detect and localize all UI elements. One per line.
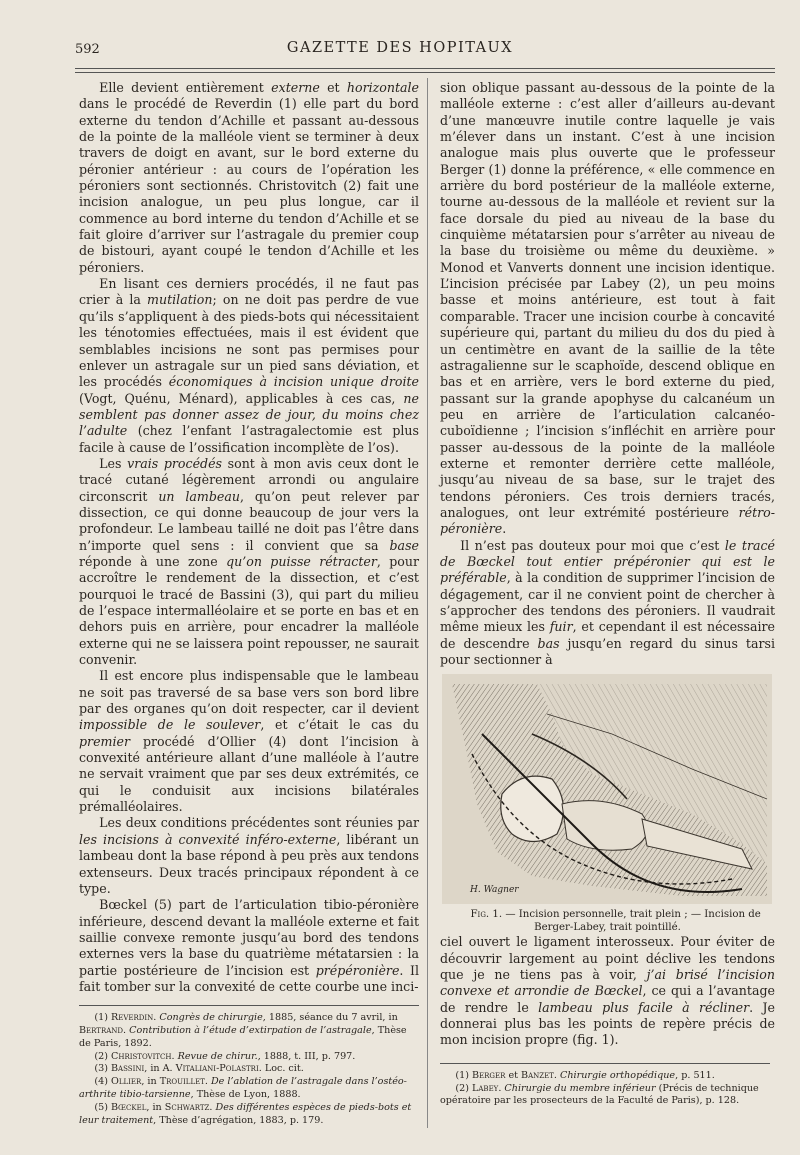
footnote: (3) Bassini, in A. Vitaliani-Polastri. Loc. cit. — [94, 1063, 304, 1075]
foot-illustration — [442, 674, 772, 904]
paragraph: Il est encore plus indispensable que le lambeau ne soit pas traversé de sa base vers son bord libre par des organes qu’on doit respecter, car il devient impossible de le soulever, et c’était le cas du premier procédé d’Ollier (4) dont l’incision à convexité antérieure allant d’une malléole à l’autre ne servait vraiment que par ses deux extrémités, ce qui le conduisit aux incisions bilatérales prémalléolaires. — [79, 668, 419, 815]
footnote: (5) Bœckel, in Schwartz. Des différentes espèces de pieds-bots et leur traitement, Thèse d’agrégation, 1883, p. 179. — [79, 1101, 412, 1126]
header-rule — [75, 68, 775, 69]
footnote: (1) Reverdin. Congrès de chirurgie, 1885, séance du 7 avril, in Bertrand. Contribution à l’étude d’extirpation de l’astragale, Thèse de Paris, 1892. — [79, 1012, 407, 1049]
running-title: GAZETTE DES HOPITAUX — [286, 40, 514, 56]
left-column — [79, 80, 419, 1127]
footnote: (4) Ollier, in Trouillet. De l’ablation de l’astragale dans l’ostéo-arthrite tibio-tarsienne, Thèse de Lyon, 1888. — [79, 1076, 407, 1101]
paragraph: Elle devient entièrement externe et horizontale dans le procédé de Reverdin (1) elle part du bord externe du tendon d’Achille et passant au-dessous de la pointe de la malléole vient se terminer à deux travers de doigt en avant, sur le bord externe du péronier antérieur : au cours de l’opération les péroniers sont sectionnés. Christovitch (2) fait une incision analogue, un peu plus longue, car il commence au bord interne du tendon d’Achille et se fait gloire d’arriver sur l’astragale du premier coup de bistouri, ayant coupé le tendon d’Achille et les péroniers. — [79, 80, 419, 275]
page-number: 592 — [75, 42, 100, 57]
header-rule-2 — [75, 72, 775, 73]
paragraph: ciel ouvert le ligament interosseux. Pour éviter de découvrir largement au point déclive les tendons que je ne tiens pas à voir, j’ai brisé l’incision convexe et arrondie de Bœckel, ce qui a l’avantage de rendre le lambeau plus facile à récliner. Je donnerai plus bas les points de repère précis de mon incision propre (fig. 1). — [440, 934, 775, 1048]
paragraph: Bœckel (5) part de l’articulation tibio-péronière inférieure, descend devant la malléole externe et fait saillie convexe remonte jusqu’au bord des tendons externes vers la base du quatrième métatarsien : la partie postérieure de l’incision est prépéronière. Il fait tomber sur la convexité de cette courbe une inci- — [79, 897, 419, 994]
footnote-rule — [79, 1005, 419, 1006]
paragraph: En lisant ces derniers procédés, il ne faut pas crier à la mutilation; on ne doit pas perdre de vue qu’ils s’appliquent à des pieds-bots qui nécessitaient les ténotomies effectuées, mais il est évident que semblables incisions ne sont pas permises pour enlever un astragale sur un pied sans déviation, et les procédés économiques à incision unique droite (Vogt, Quénu, Ménard), applicables à ces cas, ne semblent pas donner assez de jour, du moins chez l’adulte (chez l’enfant l’astragalectomie est plus facile à cause de l’ossification incomplète de l’os). — [79, 276, 419, 455]
foot-engraving — [442, 674, 772, 904]
column-divider — [427, 78, 428, 1128]
footnote: (2) Christovitch. Revue de chirur., 1888, t. III, p. 797. — [94, 1050, 356, 1062]
engraver-signature: H. Wagner — [470, 885, 519, 896]
figure-caption: Fig. 1. — Incision personnelle, trait plein ; — Incision de Berger-Labey, trait pointillé. — [470, 909, 761, 934]
paragraph: Les deux conditions précédentes sont réunies par les incisions à convexité inféro-externe, libérant un lambeau dont la base répond à peu près aux tendons extenseurs. Deux tracés principaux répondent à ce type. — [79, 815, 419, 896]
right-column — [440, 80, 775, 1108]
footnote-rule — [440, 1063, 770, 1064]
footnote: (1) Berger et Banzet. Chirurgie orthopédique, p. 511. — [455, 1069, 715, 1081]
paragraph: Les vrais procédés sont à mon avis ceux dont le tracé cutané légèrement arrondi ou angulaire circonscrit un lambeau, qu’on peut relever par dissection, ce qui donne beaucoup de jour vers la profondeur. Le lambeau taillé ne doit pas l’être dans n’importe quel sens : il convient que sa base réponde à une zone qu’on puisse rétracter, pour accroître le rendement de la dissection, et c’est pourquoi le tracé de Bassini (3), qui part du milieu de l’espace intermalléolaire et se porte en bas et en dehors puis en arrière, pour encadrer la malléole externe qui ne se laissera point repousser, ne saurait convenir. — [79, 455, 419, 668]
paragraph: Il n’est pas douteux pour moi que c’est le tracé de Bœckel tout entier prépéronier qui est le préférable, à la condition de supprimer l’incision de dégagement, car il ne convient point de chercher à s’approcher des tendons des péroniers. Il vaudrait même mieux les fuir, et cependant il est nécessaire de descendre bas jusqu’en regard du sinus tarsi pour sectionner à — [440, 537, 775, 668]
footnote: (2) Labey. Chirurgie du membre inférieur (Précis de technique opératoire par les prosecteurs de la Faculté de Paris), p. 128. — [440, 1082, 759, 1107]
paragraph: sion oblique passant au-dessous de la pointe de la malléole externe : c’est aller d’ailleurs au-devant d’une manœuvre inutile contre laquelle je vais m’élever dans un instant. C’est à une incision analogue mais plus ouverte que le professeur Berger (1) donne la préférence, « elle commence en arrière du bord postérieur de la malléole externe, tourne au-dessous de la malléole et revient sur la face dorsale du pied au niveau de la base du cinquième métatarsien pour s’arrêter au niveau de la base du troisième ou même du deuxième. » Monod et Vanverts donnent une incision identique. L’incision précisée par Labey (2), un peu moins basse et moins antérieure, est tout à fait comparable. Tracer une incision courbe à concavité supérieure qui, partant du milieu du dos du pied à un centimètre en avant de la saillie de la tête astragalienne sur le scaphoïde, descend oblique en bas et en arrière, vers le bord externe du pied, passant sur la grande apophyse du calcanéum un peu en arrière de l’articulation calcanéo-cuboïdienne ; l’incision s’infléchit en arrière pour passer au-dessous de la pointe de la malléole externe et remonter derrière cette malléole, jusqu’au niveau de sa base, sur le trajet des tendons péroniers. Ces trois derniers tracés, analogues, ont leur extrémité postérieure rétro-péronière. — [440, 80, 775, 537]
